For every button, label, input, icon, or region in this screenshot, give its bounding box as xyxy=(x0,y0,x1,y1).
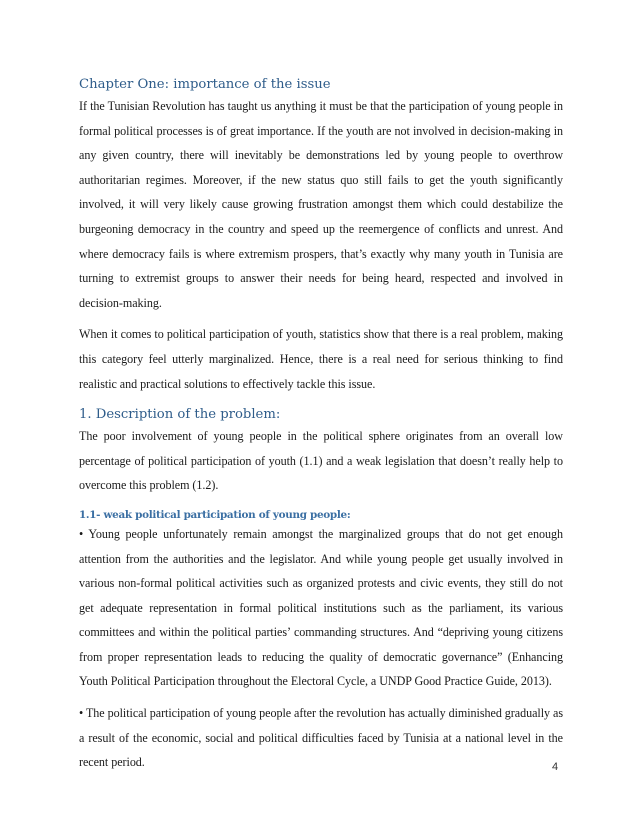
page-content xyxy=(79,76,563,775)
paragraph-problem-description: The poor involvement of young people in the political sphere originates from an overall low percentage of political participation of youth (1.1) and a weak legislation that doesn’t really help to overcome this problem (1.2). xyxy=(79,429,563,493)
section-heading: 1. Description of the problem: xyxy=(79,407,281,423)
chapter-heading: Chapter One: importance of the issue xyxy=(79,77,331,92)
paragraph-diminished-participation: • The political participation of young people after the revolution has actually diminished gradually as a result of the economic, social and political difficulties faced by Tunisia at a national level in the recent period. xyxy=(79,706,563,770)
subsection-heading: 1.1- weak political participation of young people: xyxy=(79,508,351,521)
paragraph-statistics: When it comes to political participation of youth, statistics show that there is a real problem, making this category feel utterly marginalized. Hence, there is a real need for serious thinking to find realistic and practical solutions to effectively tackle this issue. xyxy=(79,327,563,391)
paragraph-marginalized-groups: • Young people unfortunately remain amongst the marginalized groups that do not get enough attention from the authorities and the legislator. And while young people get usually involved in various non-formal political activities such as organized protests and civic events, they still do not get adequate representation in formal political institutions such as the parliament, its various committees and within the political parties’ commanding structures. And “depriving young citizens from proper representation leads to reducing the quality of democratic governance” (Enhancing Youth Political Participation throughout the Electoral Cycle, a UNDP Good Practice Guide, 2013). xyxy=(79,526,563,689)
paragraph-intro: If the Tunisian Revolution has taught us anything it must be that the participation of young people in formal political processes is of great importance. If the youth are not involved in decision-making in any given country, there will inevitably be demonstrations led by young people to overthrow authoritarian regimes. Moreover, if the new status quo still fails to get the youth significantly involved, it will very likely cause growing frustration amongst them which could destabilize the burgeoning democracy in the country and speed up the reemergence of conflicts and unrest. And where democracy fails is where extremism prospers, that’s exactly why many youth in Tunisia are turning to extremist groups to answer their needs for being heard, respected and involved in decision-making. xyxy=(79,99,563,310)
page-number: 4 xyxy=(552,761,559,773)
